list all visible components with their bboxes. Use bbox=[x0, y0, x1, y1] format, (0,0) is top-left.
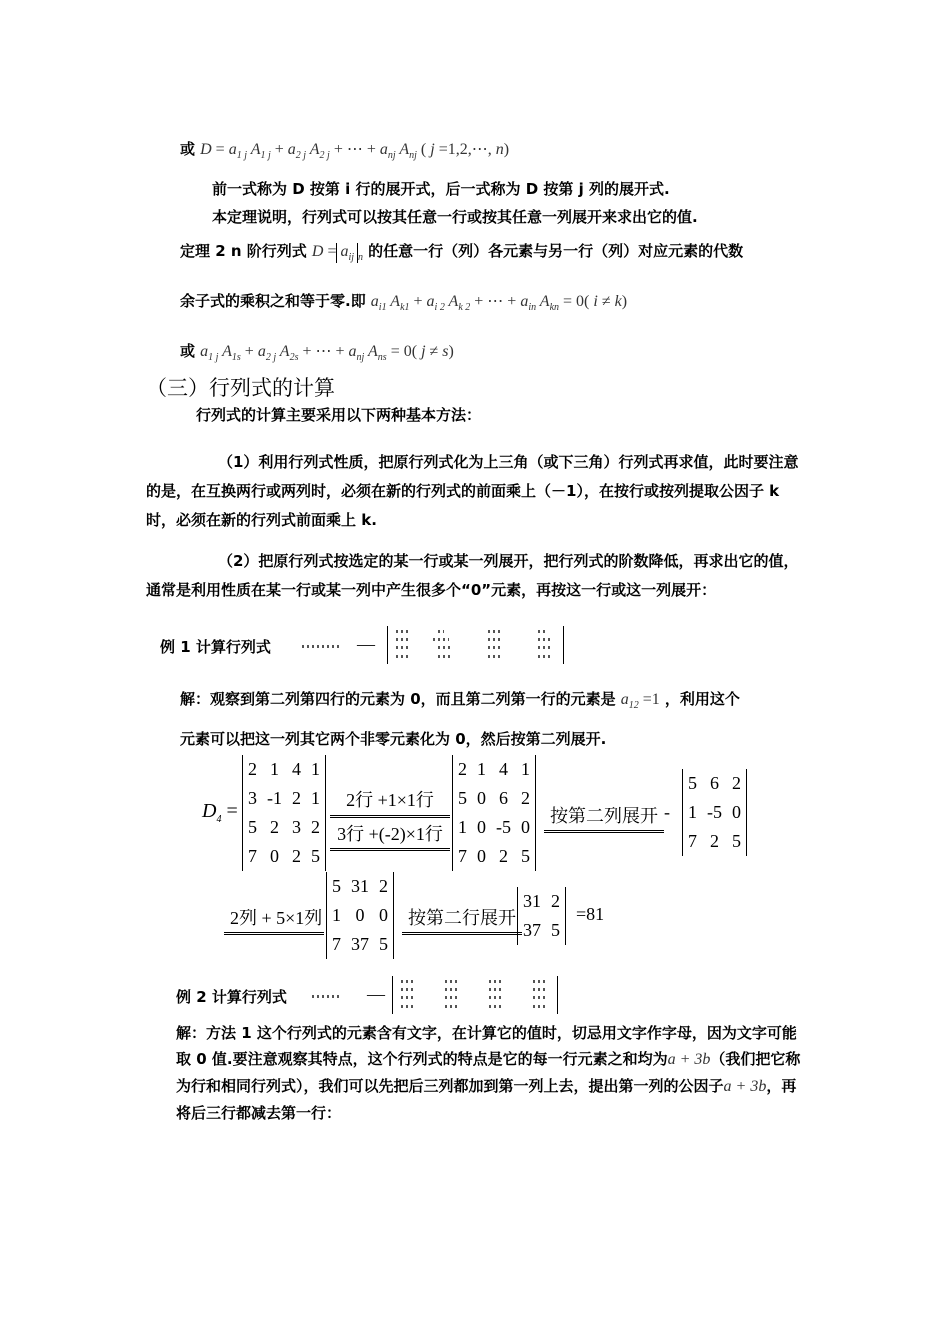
expr-a3b-2: a + 3b bbox=[723, 1078, 767, 1095]
matC-cell: 6 bbox=[710, 773, 719, 793]
matB-cell: 4 bbox=[499, 759, 508, 779]
matA-row bbox=[243, 755, 326, 784]
matB-cell: 0 bbox=[477, 788, 486, 808]
matA-cell: 1 bbox=[311, 759, 320, 779]
example1-label: 例 1 计算行列式 bbox=[160, 638, 271, 656]
method-2: （2）把原行列式按选定的某一行或某一列展开，把行列式的阶数降低，再求出它的值，通常是利用性质在某一行或某一列中产生很多个“0”元素，再按这一行或这一列展开： bbox=[146, 552, 799, 599]
matC-cell: 0 bbox=[732, 802, 741, 822]
example1-small-det: — bbox=[302, 626, 567, 666]
matB-cell: 0 bbox=[477, 846, 486, 866]
matA-cell: 5 bbox=[311, 846, 320, 866]
matD-cell: 0 bbox=[355, 905, 365, 925]
method-1: （1）利用行列式性质，把原行列式化为上三角（或下三角）行列式再求值，此时要注意的是，在互换两行或两列时，必须在新的行列式的前面乘上（－1），在按行或按列提取公因子 k 时，必须在新的行列式前面乘上 k. bbox=[146, 453, 799, 529]
op2-label: 按第二列展开 bbox=[544, 802, 664, 833]
example2-small-det: — bbox=[312, 976, 562, 1016]
matA-row bbox=[243, 784, 326, 813]
matB-cell: 0 bbox=[477, 817, 486, 837]
op4-label: 按第二行展开 bbox=[402, 904, 522, 935]
matrix-d bbox=[326, 872, 394, 959]
matE-cell: 31 bbox=[523, 891, 541, 911]
matA-cell: 1 bbox=[270, 759, 279, 779]
matC-cell: 2 bbox=[710, 831, 719, 851]
a12-eq-1: $a_{12} =1$ bbox=[620, 691, 660, 712]
matB-cell: 7 bbox=[458, 846, 467, 866]
theorem2-text1: 的任意一行（列）各元素与另一行（列）对应元素的代数 bbox=[368, 242, 744, 260]
matB-cell: -5 bbox=[496, 817, 511, 837]
theorem2-text2: 余子式的乘积之和等于零.即 bbox=[180, 292, 366, 310]
theorem2-label: 定理 2 n 阶行列式 bbox=[180, 242, 307, 260]
para-expansion-names: 前一式称为 D 按第 i 行的展开式，后一式称为 D 按第 j 列的展开式. bbox=[212, 180, 670, 198]
matA-cell: 0 bbox=[270, 846, 279, 866]
matC-cell: 1 bbox=[688, 802, 697, 822]
matA-cell: 5 bbox=[248, 817, 257, 837]
matC-row bbox=[683, 769, 747, 798]
matD-cell: 0 bbox=[379, 905, 388, 925]
matB-row bbox=[453, 842, 536, 871]
expr-a3b-1: a + 3b bbox=[667, 1051, 711, 1068]
matB-cell: 2 bbox=[521, 788, 530, 808]
matE-cell: 37 bbox=[523, 920, 541, 940]
matA-cell: 1 bbox=[311, 788, 320, 808]
section-intro: 行列式的计算主要采用以下两种基本方法： bbox=[196, 406, 482, 424]
matA-cell: 2 bbox=[292, 846, 301, 866]
matB-cell: 2 bbox=[458, 759, 467, 779]
matA-cell: 7 bbox=[248, 846, 257, 866]
example2-label: 例 2 计算行列式 bbox=[176, 988, 287, 1006]
matA-cell: 2 bbox=[270, 817, 279, 837]
matB-cell: 5 bbox=[458, 788, 467, 808]
matB-cell: 1 bbox=[521, 759, 530, 779]
matB-cell: 2 bbox=[499, 846, 508, 866]
matD-cell: 2 bbox=[379, 876, 388, 896]
section-title: （三）行列式的计算 bbox=[146, 376, 335, 400]
matE-cell: 5 bbox=[551, 920, 560, 940]
matD-cell: 31 bbox=[351, 876, 369, 896]
matE-cell: 2 bbox=[551, 891, 560, 911]
matD-cell: 5 bbox=[332, 876, 341, 896]
matD-cell: 5 bbox=[379, 934, 388, 954]
det-notation: $D = a_{ij}$ $_n$ bbox=[311, 243, 364, 264]
matC-cell: 2 bbox=[732, 773, 741, 793]
matC-row bbox=[683, 827, 747, 856]
matA-cell: 2 bbox=[311, 817, 320, 837]
op3-label: 2列 + 5×1列 bbox=[224, 904, 324, 935]
matE-row bbox=[518, 887, 566, 916]
example2-header bbox=[176, 986, 287, 1007]
theorem2-text3: 或 bbox=[180, 342, 196, 360]
matE-row bbox=[518, 916, 566, 945]
matA-cell: 3 bbox=[292, 817, 301, 837]
matrix-e bbox=[517, 887, 566, 945]
example2-solution bbox=[176, 1020, 808, 1126]
matD-row bbox=[327, 901, 394, 930]
op1-bottom: 3行 +(-2)×1行 bbox=[330, 818, 450, 851]
matA-row bbox=[243, 813, 326, 842]
ex2-sol-a: 解：方法 1 这个行列式的元素含有文字，在计算它的值时，切忌用文字作字母，因为文字可能取 0 值.要注意观察其特点，这个行列式的特点是它的每一行元素之和均为 bbox=[176, 1024, 797, 1068]
matC-cell: -5 bbox=[707, 802, 722, 822]
matrix-a bbox=[242, 755, 326, 871]
matC-cell: 5 bbox=[688, 773, 697, 793]
matrix-b bbox=[452, 755, 536, 871]
matD-row bbox=[327, 872, 394, 901]
example1-header bbox=[160, 636, 271, 657]
matB-cell: 1 bbox=[477, 759, 486, 779]
op-expand-row2 bbox=[402, 904, 522, 935]
example1-solution-line1 bbox=[180, 688, 740, 711]
result: =81 bbox=[576, 904, 605, 924]
d4-label: $D_4$ = bbox=[202, 800, 238, 825]
matA-cell: 2 bbox=[292, 788, 301, 808]
sol1-text-a: 解：观察到第二列第四行的元素为 0，而且第二列第一行的元素是 bbox=[180, 690, 616, 708]
matB-cell: 1 bbox=[458, 817, 467, 837]
minus-sign: - bbox=[664, 802, 670, 822]
matB-row bbox=[453, 755, 536, 784]
prefix-or: 或 bbox=[180, 140, 196, 158]
matA-cell: 2 bbox=[248, 759, 257, 779]
matA-cell: 3 bbox=[248, 788, 257, 808]
row-alien-formula: $a_{i1}$ $A_{k1} + a_{i 2}$ $A_{k 2}$ + ⋯ + $a_{in}$ $A_{kn} = 0$( i ≠ k) bbox=[370, 293, 628, 314]
theorem2-line2 bbox=[180, 290, 627, 313]
matB-row bbox=[453, 784, 536, 813]
col-expansion-formula: $D = a_{1 j}$ $A_{1 j} + a_{2 j}$ $A_{2 j}$ + ⋯ + $a_{nj}$ $A_{nj}$ ( j =1,2,⋯, n) bbox=[200, 141, 510, 162]
theorem2-line1 bbox=[180, 240, 743, 263]
ex2-sol-b: （我们把它称为行和相同行列式），我们可以先把后三列都加到第一列上去，提出第一列的公因子 bbox=[176, 1050, 801, 1095]
matC-row bbox=[683, 798, 747, 827]
matB-cell: 6 bbox=[499, 788, 508, 808]
op-expand-col2 bbox=[544, 802, 664, 833]
matD-row bbox=[327, 930, 394, 959]
sol1-text-b: ，利用这个 bbox=[664, 690, 740, 708]
op1-top: 2行 +1×1行 bbox=[330, 786, 450, 818]
matA-row bbox=[243, 842, 326, 871]
op-col-transform bbox=[224, 904, 324, 935]
matB-cell: 0 bbox=[521, 817, 530, 837]
matB-row bbox=[453, 813, 536, 842]
theorem2-line3 bbox=[180, 340, 454, 363]
matD-cell: 37 bbox=[351, 934, 369, 954]
op-row-transform bbox=[330, 786, 450, 851]
matC-cell: 7 bbox=[688, 831, 697, 851]
formula-col-expansion bbox=[180, 138, 509, 161]
matA-cell: 4 bbox=[292, 759, 301, 779]
matD-cell: 7 bbox=[332, 934, 341, 954]
matB-cell: 5 bbox=[521, 846, 530, 866]
col-alien-formula: $a_{1 j}$ $A_{1s} + a_{2 j}$ $A_{2s}$ + ⋯ + $a_{nj}$ $A_{ns} = 0$( j ≠ s) bbox=[200, 343, 454, 364]
matC-cell: 5 bbox=[732, 831, 741, 851]
ex2-sol-c: ，再将后三行都减去第一行： bbox=[176, 1077, 797, 1122]
matrix-c bbox=[682, 769, 747, 856]
matA-cell: -1 bbox=[267, 788, 282, 808]
para-theorem-meaning: 本定理说明，行列式可以按其任意一行或按其任意一列展开来求出它的值. bbox=[212, 208, 698, 226]
example1-solution-line2: 元素可以把这一列其它两个非零元素化为 0，然后按第二列展开. bbox=[180, 730, 607, 748]
matD-cell: 1 bbox=[332, 905, 341, 925]
